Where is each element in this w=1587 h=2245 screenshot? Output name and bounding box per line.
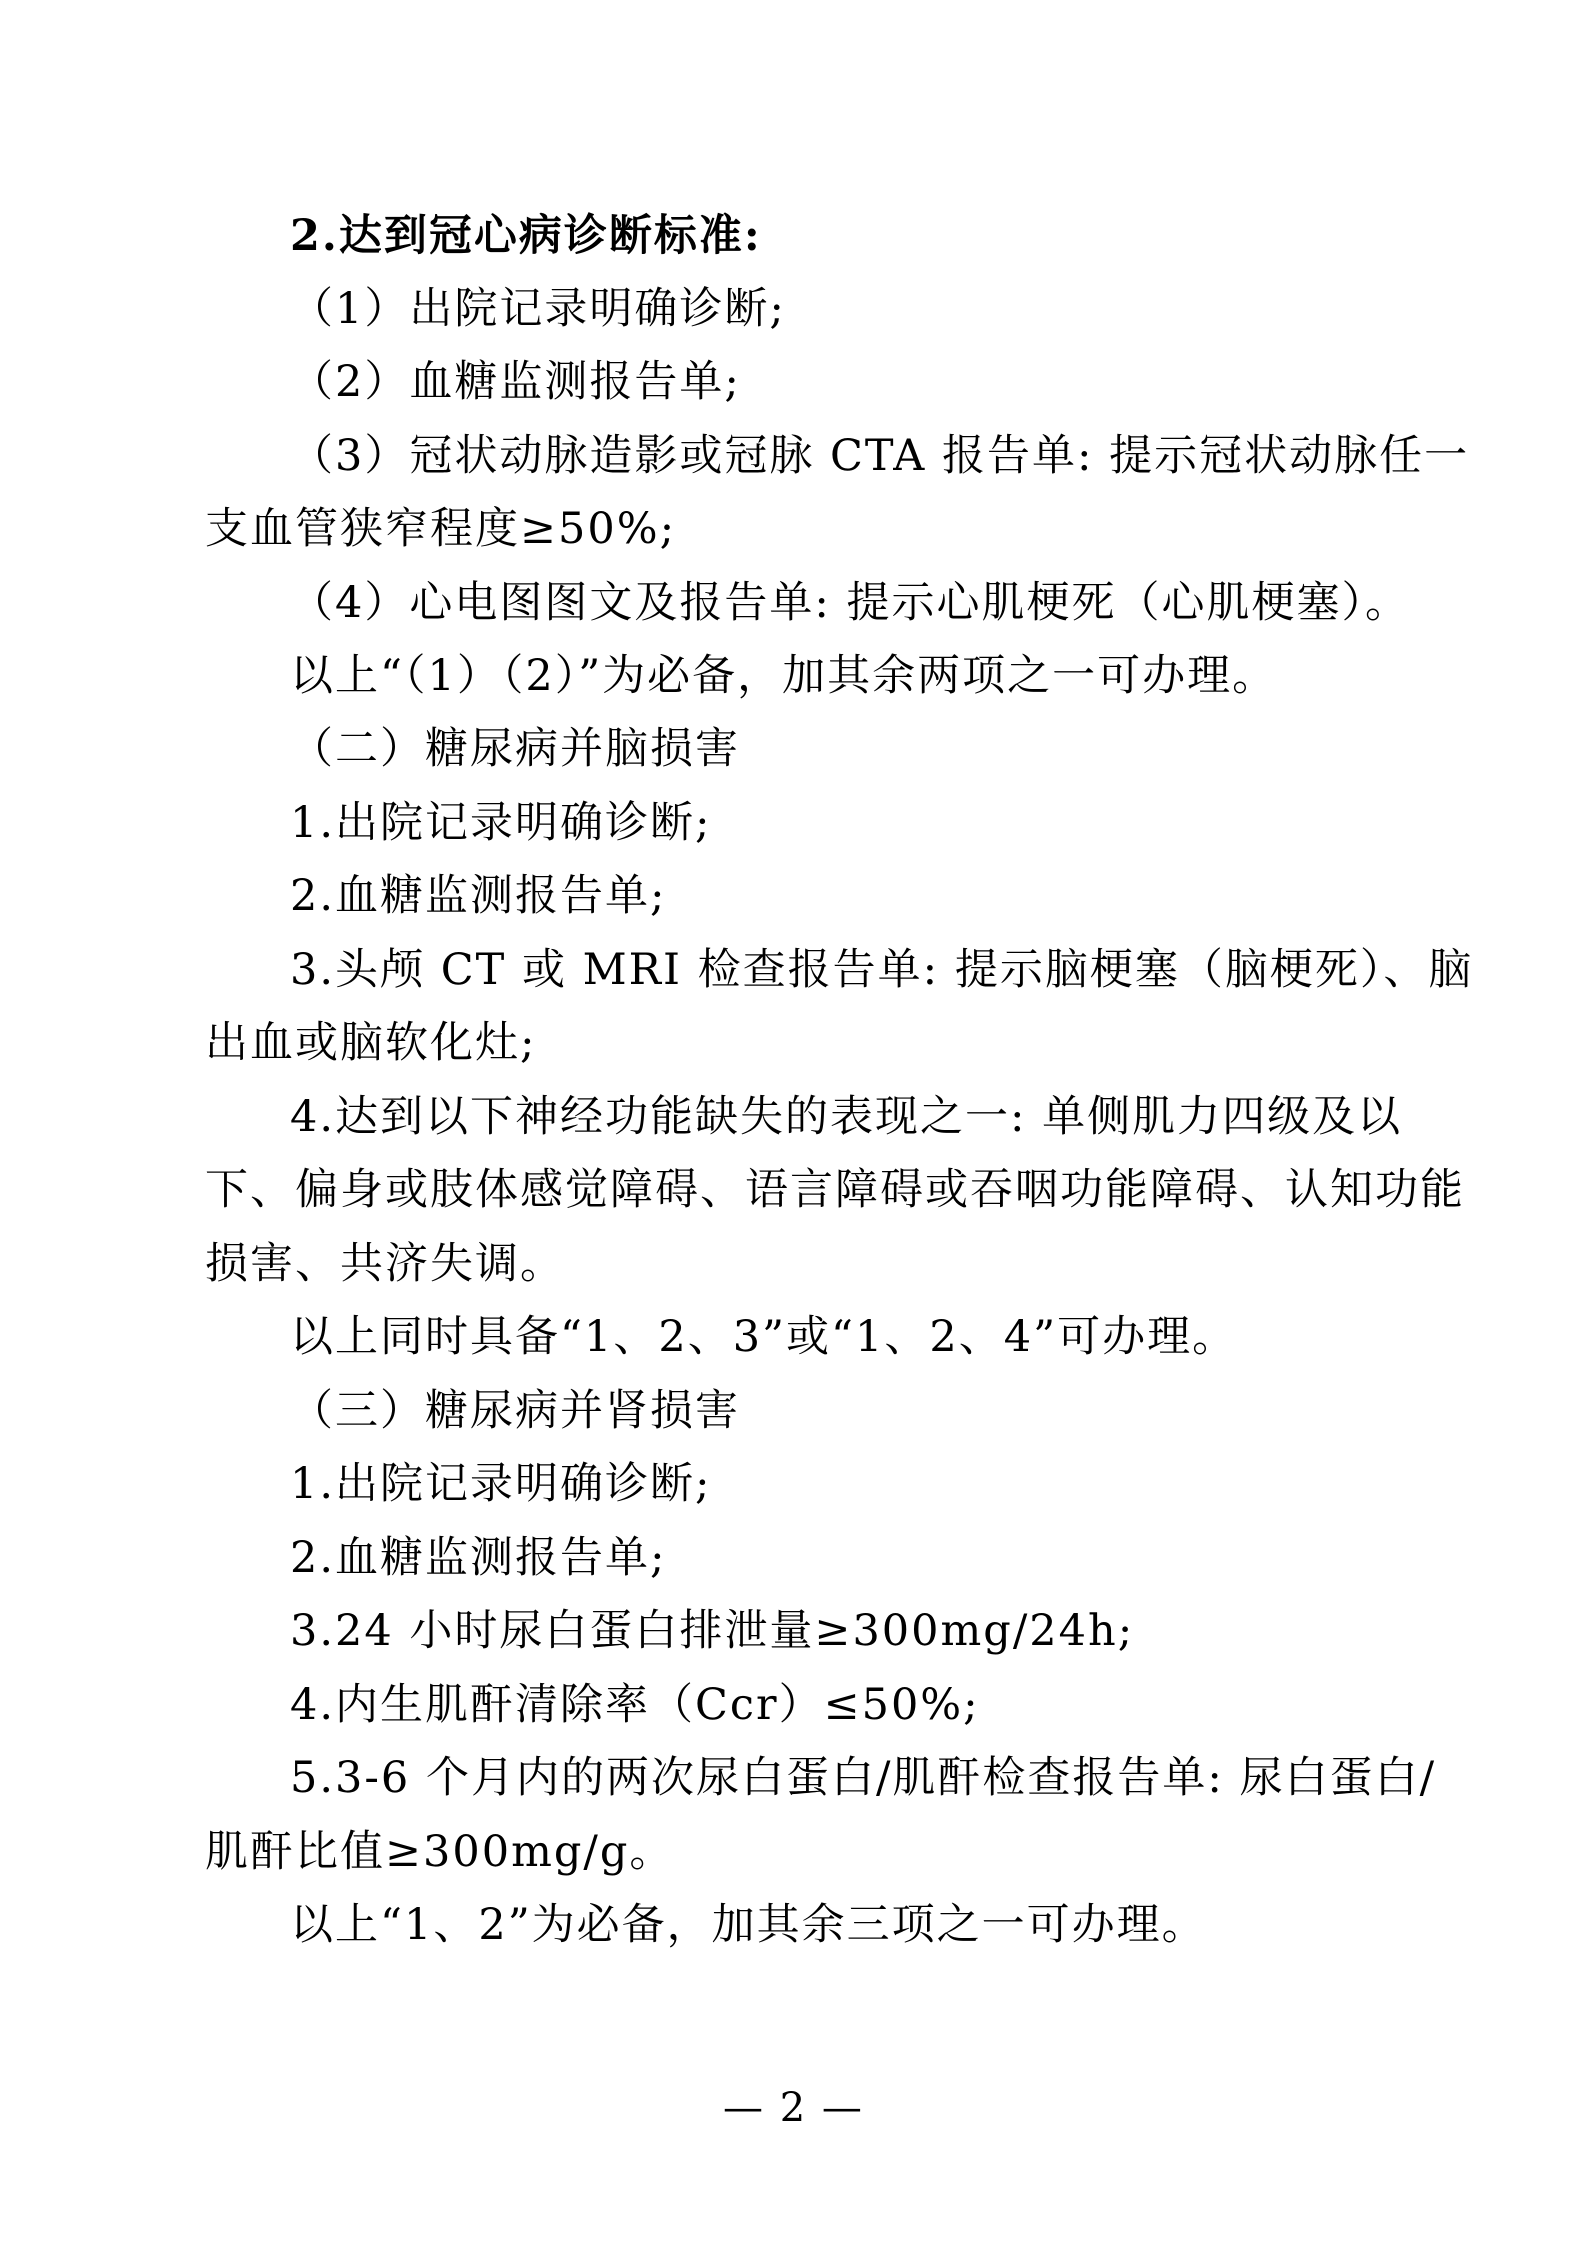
item-glucose-report: （2）血糖监测报告单; (290, 357, 741, 407)
note-kidney: 以上“1、2”为必备，加其余三项之一可办理。 (290, 1900, 1207, 1950)
item-discharge-record: （1）出院记录明确诊断; (290, 284, 786, 334)
kidney-item-2: 2.血糖监测报告单; (290, 1533, 667, 1583)
note-brain: 以上同时具备“1、2、3”或“1、2、4”可办理。 (290, 1312, 1238, 1362)
heading-coronary-criteria: 2.达到冠心病诊断标准: (290, 211, 762, 261)
heading-brain-damage: （二）糖尿病并脑损害 (290, 724, 740, 774)
brain-item-4-line1: 4.达到以下神经功能缺失的表现之一: 单侧肌力四级及以 (290, 1092, 1403, 1142)
brain-item-4-line3: 损害、共济失调。 (205, 1239, 565, 1289)
kidney-item-3: 3.24 小时尿白蛋白排泄量≥300mg/24h; (290, 1606, 1135, 1656)
kidney-item-4: 4.内生肌酐清除率（Ccr）≤50%; (290, 1680, 980, 1730)
kidney-item-5-line1: 5.3-6 个月内的两次尿白蛋白/肌酐检查报告单: 尿白蛋白/ (290, 1753, 1437, 1803)
brain-item-4-line2: 下、偏身或肢体感觉障碍、语言障碍或吞咽功能障碍、认知功能 (205, 1165, 1465, 1215)
brain-item-1: 1.出院记录明确诊断; (290, 798, 712, 848)
item-angiography-line1: （3）冠状动脉造影或冠脉 CTA 报告单: 提示冠状动脉任一 (290, 431, 1470, 481)
item-ecg-report: （4）心电图图文及报告单: 提示心肌梗死（心肌梗塞）。 (290, 578, 1411, 628)
page-number: — 2 — (723, 2085, 864, 2131)
brain-item-2: 2.血糖监测报告单; (290, 871, 667, 921)
kidney-item-1: 1.出院记录明确诊断; (290, 1459, 712, 1509)
kidney-item-5-line2: 肌酐比值≥300mg/g。 (205, 1827, 675, 1877)
item-angiography-line2: 支血管狭窄程度≥50%; (205, 504, 677, 554)
heading-kidney-damage: （三）糖尿病并肾损害 (290, 1386, 740, 1436)
note-coronary: 以上“（1）（2）”为必备，加其余两项之一可办理。 (290, 651, 1278, 701)
brain-item-3-line1: 3.头颅 CT 或 MRI 检查报告单: 提示脑梗塞（脑梗死）、脑 (290, 945, 1474, 995)
brain-item-3-line2: 出血或脑软化灶; (205, 1018, 537, 1068)
